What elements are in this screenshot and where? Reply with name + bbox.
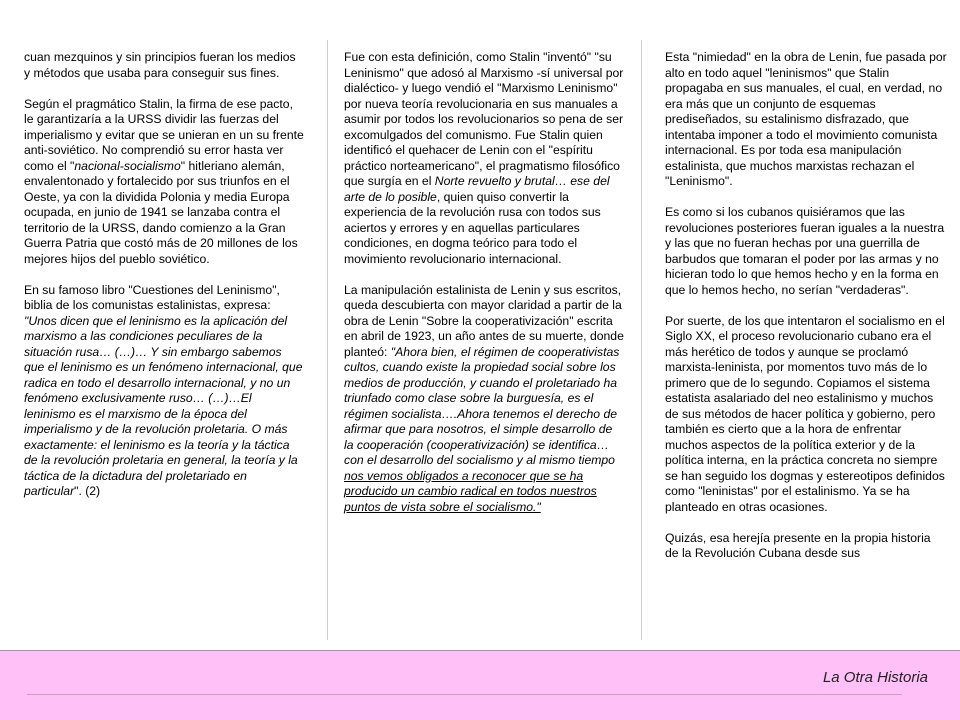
column-divider: [641, 40, 642, 640]
paragraph: [665, 205, 947, 298]
paragraph: [24, 50, 304, 81]
text-run: La manipulación estalinista de Lenin y sus escritos, queda descubierta con mayor claridad a partir de la obra de Lenin "Sobre la cooperativización" escrita en abril de 1923, un año antes de su muerte, donde planteó:: [344, 282, 624, 359]
text-run: Fue con esta definición, como Stalin "inventó" "su Leninismo" que adosó al Marxismo -sí universal por dialéctico- y luego vendió el "Marxismo Leninismo" por nueva teoría revolucionaria en sus manuales a asumir por todos los revolucionarios so pena de ser excomulgados del comunismo. Fue Stalin quien identificó el quehacer de Lenin con el "espíritu práctico norteamericano", el pragmatismo filosófico que surgía en el: [344, 50, 624, 188]
text-run: Por suerte, de los que intentaron el socialismo en el Siglo XX, el proceso revolucionario cubano era el más herético de todos y aunque se proclamó marxista-leninista, por momentos tuvo más de lo primero que de lo segundo. Copiamos el sistema estatista asalariado del neo estalinismo y muchos de sus métodos de hacer política y gobierno, pero también es cierto que a la hora de enfrentar muchos aspectos de la política exterior y de la política interna, en la práctica concreta no siempre se han seguido los dogmas y estereotipos definidos como "leninistas" por el estalinismo. Ya se ha planteado en otras ocasiones.: [665, 313, 945, 514]
text-column-1: [24, 50, 304, 515]
text-column-2: [344, 50, 624, 531]
text-run: cuan mezquinos y sin principios fueran los medios y métodos que usaba para conseguir sus fines.: [24, 50, 296, 80]
text-run: "Unos dicen que el leninismo es la aplicación del marxismo a las condiciones peculiares de la situación rusa… (…)… Y sin embargo sabemos que el leninismo es un fenómeno internacional, que radica en todo el desarrollo internacional, y no un fenómeno exclusivamente ruso… (…)…El leninismo es el marxismo de la época del imperialismo y de la revolución proletaria. O más exactamente: el leninismo es la teoría y la táctica de la revolución proletaria en general, la teoría y la táctica de la dictadura del proletariado en particular: [24, 313, 303, 498]
paragraph: [665, 531, 947, 562]
text-run: , quien quiso convertir la experiencia de la revolución rusa con todos sus aciertos y errores y en aquellas particulares condiciones, en dogma teórico para todo el movimiento revolucionario internacional.: [344, 189, 601, 266]
paragraph: [344, 50, 624, 267]
text-run: En su famoso libro "Cuestiones del Leninismo", biblia de los comunistas estalinistas, expresa:: [24, 282, 280, 312]
footer-divider: [27, 694, 902, 695]
paragraph: [665, 50, 947, 190]
text-run: Esta "nimiedad" en la obra de Lenin, fue pasada por alto en todo aquel "leninismos" que Stalin propagaba en sus manuales, el cual, en verdad, no era más que un conjunto de esquemas prediseñados, su estalinismo disfrazado, que intentaba imponer a todo el movimiento comunista internacional. Es por toda esa manipulación estalinista, que muchos marxistas rechazan el "Leninismo".: [665, 50, 947, 188]
text-run: Según el pragmático Stalin, la firma de ese pacto, le garantizaría a la URSS dividir las fuerzas del imperialismo y evitar que se unieran en un su frente anti-soviético. No comprendió su error hasta ver como el ": [24, 96, 304, 173]
text-run: "Ahora bien, el régimen de cooperativistas cultos, cuando existe la propiedad social sobre los medios de producción, y cuando el proletariado ha triunfado como clase sobre la burguesía, es el régimen socialista….Ahora tenemos el derecho de afirmar que para nosotros, el simple desarrollo de la cooperación (cooperativización) se identifica…con el desarrollo del socialismo y al mismo tiempo: [344, 344, 620, 467]
paragraph: [24, 283, 304, 500]
text-run: Es como si los cubanos quisiéramos que las revoluciones posteriores fueran iguales a la nuestra y las que no fueran hechas por una guerrilla de barbudos que tomaran el poder por las armas y no hicieran todo lo que hemos hecho y en la forma en que lo hemos hecho, no serían "verdaderas".: [665, 205, 945, 297]
text-run: nos vemos obligados a reconocer que se ha producido un cambio radical en todos nuestros puntos de vista sobre el socialismo.": [344, 468, 597, 514]
text-run: nacional-socialismo: [74, 158, 181, 173]
page-footer: [0, 650, 960, 720]
column-divider: [327, 40, 328, 640]
text-run: Norte revuelto y brutal… ese del arte de lo posible: [344, 174, 610, 204]
paragraph: [665, 314, 947, 516]
text-run: ". (2): [74, 484, 101, 498]
text-column-3: [665, 50, 947, 577]
text-run: Quizás, esa herejía presente en la propia historia de la Revolución Cubana desde sus: [665, 530, 931, 560]
footer-title: La Otra Historia: [822, 669, 928, 686]
paragraph: [24, 97, 304, 268]
paragraph: [344, 283, 624, 516]
text-run: " hitleriano alemán, envalentonado y fortalecido por sus triunfos en el Oeste, ya con la dividida Polonia y media Europa ocupada, en junio de 1941 se lanzaba contra el territorio de la URSS, dando comienzo a la Gran Guerra Patria que costó más de 20 millones de los mejores hijos del pueblo soviético.: [24, 158, 298, 266]
